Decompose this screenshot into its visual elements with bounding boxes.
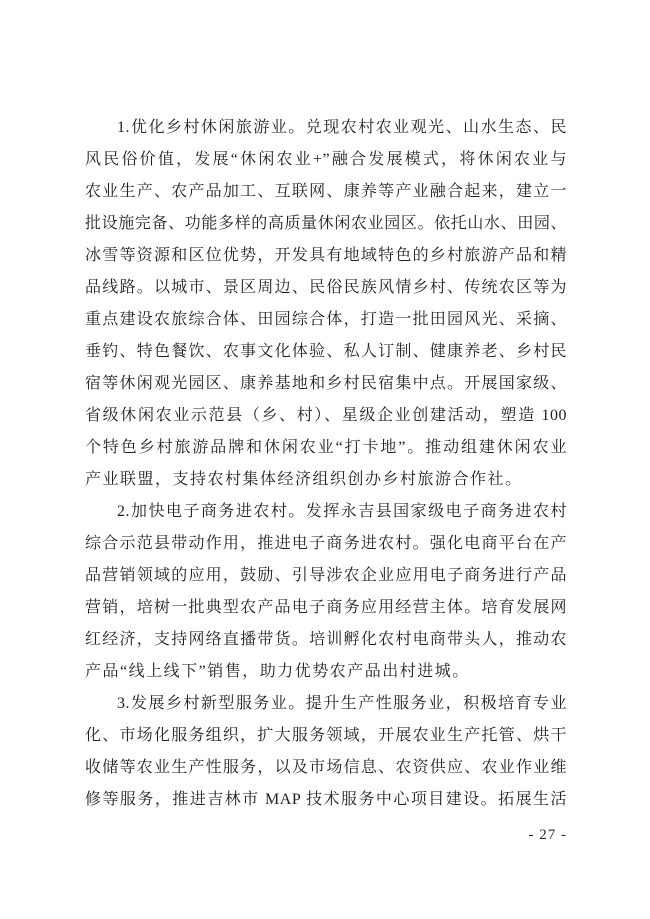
- text-line: 1.优化乡村休闲旅游业。兑现农村农业观光、山水生态、民: [117, 119, 567, 136]
- text-line: 化、市场化服务组织，扩大服务领域，开展农业生产托管、烘干: [85, 727, 567, 744]
- paragraph-2: [85, 496, 567, 688]
- text-line: 收储等农业生产性服务，以及市场信息、农资供应、农业作业维: [85, 759, 567, 776]
- text-line: 营销，培树一批典型农产品电子商务应用经营主体。培育发展网: [85, 599, 567, 616]
- text-line: 品营销领域的应用，鼓励、引导涉农企业应用电子商务进行产品: [85, 567, 567, 584]
- text-line: 批设施完备、功能多样的高质量休闲农业园区。依托山水、田园、: [85, 215, 567, 232]
- text-line: 2.加快电子商务进农村。发挥永吉县国家级电子商务进农村: [117, 503, 567, 520]
- page-number: - 27 -: [528, 827, 567, 843]
- text-line: 红经济，支持网络直播带货。培训孵化农村电商带头人，推动农: [85, 631, 567, 648]
- text-line: 风民俗价值，发展“休闲农业+”融合发展模式，将休闲农业与: [85, 151, 567, 168]
- text-line: 农业生产、农产品加工、互联网、康养等产业融合起来，建立一: [85, 183, 567, 200]
- text-line: 综合示范县带动作用，推进电子商务进农村。强化电商平台在产: [85, 535, 567, 552]
- text-line: 个特色乡村旅游品牌和休闲农业“打卡地”。推动组建休闲农业: [85, 439, 567, 456]
- paragraph-1: [85, 112, 567, 496]
- text-line: 垂钓、特色餐饮、农事文化体验、私人订制、健康养老、乡村民: [85, 343, 567, 360]
- paragraph-3: [85, 688, 567, 816]
- document-body: [85, 112, 567, 816]
- text-line: 3.发展乡村新型服务业。提升生产性服务业，积极培育专业: [117, 695, 567, 712]
- text-line: 宿等休闲观光园区、康养基地和乡村民宿集中点。开展国家级、: [85, 375, 567, 392]
- text-line: 品线路。以城市、景区周边、民俗民族风情乡村、传统农区等为: [85, 279, 567, 296]
- text-line: 产品“线上线下”销售，助力优势农产品出村进城。: [85, 663, 470, 680]
- text-line: 冰雪等资源和区位优势，开发具有地域特色的乡村旅游产品和精: [85, 247, 567, 264]
- text-line: 修等服务，推进吉林市 MAP 技术服务中心项目建设。拓展生活: [85, 791, 567, 808]
- text-line: 省级休闲农业示范县（乡、村）、星级企业创建活动，塑造 100: [85, 407, 567, 424]
- text-line: 产业联盟，支持农村集体经济组织创办乡村旅游合作社。: [85, 471, 523, 488]
- text-line: 重点建设农旅综合体、田园综合体，打造一批田园风光、采摘、: [85, 311, 567, 328]
